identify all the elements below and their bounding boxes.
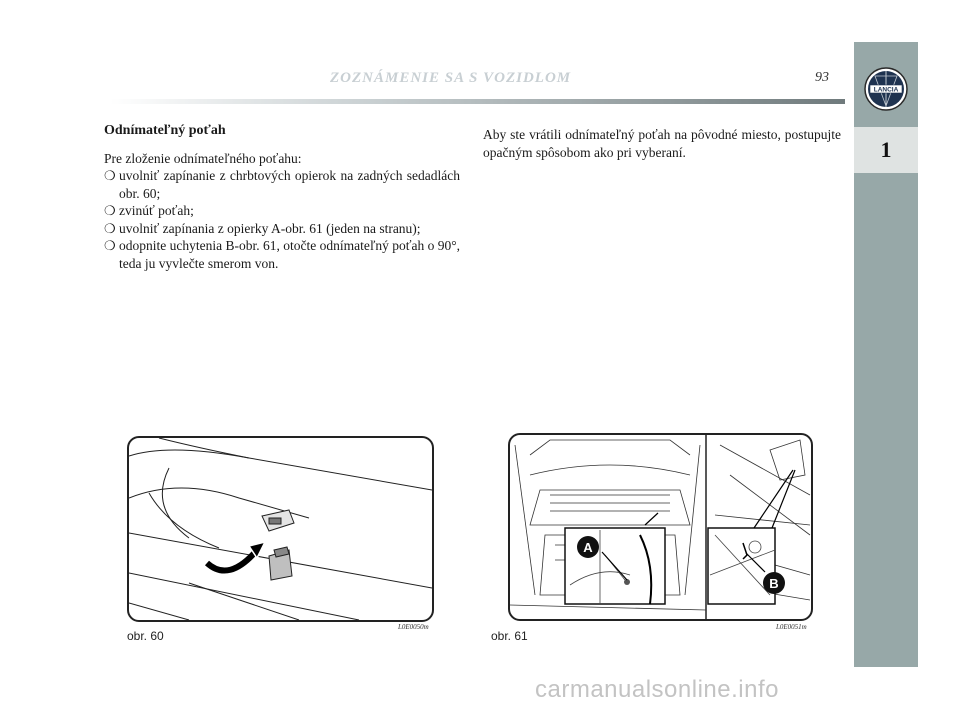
- list-item: [104, 237, 460, 272]
- return-instructions: Aby ste vrátili odnímateľný poťah na pôvodné miesto, postupujte opačným spôsobom ako pri vyberaní.: [483, 127, 841, 160]
- page-number: 93: [815, 70, 829, 85]
- figure-61-code: L0E0051m: [776, 623, 807, 631]
- seat-cover-illustration: [129, 438, 432, 620]
- callout-a: A: [583, 540, 593, 555]
- figure-60-caption: obr. 60: [127, 629, 164, 643]
- bullet-icon: ❍: [104, 168, 116, 183]
- list-item: [104, 202, 460, 220]
- bullet-icon: ❍: [104, 203, 116, 218]
- list-item: [104, 220, 460, 238]
- lancia-logo-icon: [863, 66, 909, 112]
- figure-61-caption: obr. 61: [491, 629, 528, 643]
- figure-60-code: L0E0050m: [398, 623, 429, 631]
- right-column: [483, 126, 841, 161]
- chapter-tab[interactable]: 1: [854, 127, 918, 173]
- steps-list: [104, 167, 460, 272]
- callout-b: B: [769, 576, 779, 591]
- svg-text:LANCIA: LANCIA: [873, 86, 899, 94]
- step-text: uvolniť zapínanie z chrbtových opierok na zadných sedadlách obr. 60;: [119, 168, 460, 201]
- intro-text: Pre zloženie odnímateľného poťahu:: [104, 150, 302, 166]
- bullet-icon: ❍: [104, 220, 116, 236]
- trunk-illustration: [510, 435, 811, 619]
- step-text: uvolniť zapínania z opierky A-obr. 61 (jeden na stranu);: [119, 220, 421, 236]
- figure-61-illustration: [508, 433, 813, 621]
- list-item: [104, 167, 460, 202]
- figure-60-illustration: [127, 436, 434, 622]
- bullet-icon: ❍: [104, 238, 116, 253]
- watermark-text: carmanualsonline.info: [535, 676, 779, 703]
- section-title: Odnímateľný poťah: [104, 123, 226, 138]
- left-column: [104, 122, 460, 272]
- header-rule: [110, 99, 845, 104]
- step-text: zvinúť poťah;: [119, 203, 194, 218]
- header-title: ZOZNÁMENIE SA S VOZIDLOM: [330, 70, 572, 86]
- step-text: odopnite uchytenia B-obr. 61, otočte odnímateľný poťah o 90°, teda ju vyvlečte smerom von.: [119, 238, 460, 271]
